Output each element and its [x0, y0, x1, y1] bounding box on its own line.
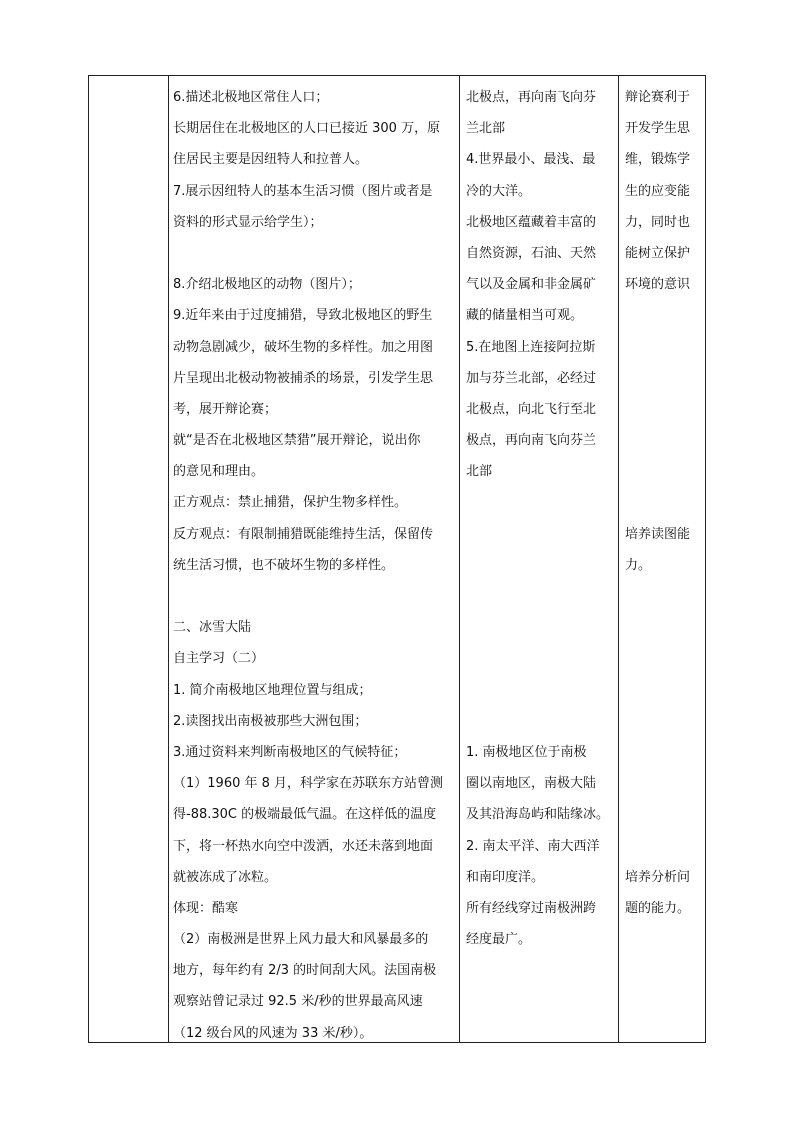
- col3-line: 和南印度洋。: [466, 869, 545, 885]
- col3-line: 北极地区蕴藏着丰富的: [466, 214, 597, 230]
- lesson-table: [88, 75, 706, 1043]
- col2-line: 就“是否在北极地区禁猎”展开辩论，说出你: [173, 433, 421, 449]
- col2-line: 7.展示因纽特人的基本生活习惯（图片或者是: [173, 183, 433, 199]
- col3-line: 自然资源，石油、天然: [466, 245, 597, 261]
- col3-line: 2. 南太平洋、南大西洋: [466, 838, 600, 854]
- student-answers-cell: [460, 76, 618, 1042]
- col2-line: 片呈现出北极动物被捕杀的场景，引发学生思: [173, 370, 434, 386]
- col3-line: 圈以南地区，南极大陆: [466, 776, 597, 792]
- col2-line: 反方观点：有限制捕猎既能维持生活，保留传: [173, 526, 434, 542]
- col3-line: 北极点，再向南飞向芬: [466, 90, 597, 105]
- col3-line: 极点，再向南飞向芬兰: [466, 433, 597, 449]
- col4-line: [625, 643, 705, 674]
- col2-line: 1. 简介南极地区地理位置与组成；: [173, 682, 372, 698]
- col4-line: [625, 612, 705, 643]
- col4-line: 辩论赛利于: [625, 90, 691, 105]
- col2-line: 体现：酷寒: [173, 900, 239, 916]
- col2-line: 统生活习惯，也不破坏生物的多样性。: [173, 557, 395, 573]
- col3-line: 兰北部: [466, 121, 506, 137]
- col2-line: （1）1960 年 8 月，科学家在苏联东方站曾测: [173, 776, 444, 792]
- col2-line: 的意见和理由。: [173, 464, 265, 480]
- col4-line: [625, 675, 705, 706]
- col4-line: 培养读图能: [625, 526, 691, 542]
- col3-line: 气以及金属和非金属矿: [466, 277, 597, 293]
- col2-line: （2）南极洲是世界上风力最大和风暴最多的: [173, 932, 429, 948]
- col4-line: [625, 799, 705, 830]
- col3-line: 所有经线穿过南极洲跨: [466, 900, 597, 916]
- col3-line: 4.世界最小、最浅、最: [466, 152, 596, 168]
- col4-line: [625, 487, 705, 518]
- col4-line: [625, 363, 705, 394]
- col2-line: [173, 238, 455, 269]
- col2-line: 3.通过资料来判断南极地区的气候特征；: [173, 744, 407, 760]
- col3-line: [466, 612, 614, 643]
- col2-line: 住居民主要是因纽特人和拉普人。: [173, 152, 369, 168]
- col4-line: 题的能力。: [625, 900, 691, 916]
- col2-line: （12 级台风的风速为 33 米/秒）。: [173, 1025, 373, 1041]
- col2-line: 长期居住在北极地区的人口已接近 300 万，原: [173, 121, 441, 137]
- col4-line: [625, 300, 705, 331]
- col3-line: [466, 581, 614, 612]
- col2-line: 下，将一杯热水向空中泼洒，水还未落到地面: [173, 838, 434, 854]
- col4-line: 维，锻炼学: [625, 152, 691, 168]
- col4-line: [625, 737, 705, 768]
- col2-line: 观察站曾记录过 92.5 米/秒的世界最高风速: [173, 994, 423, 1010]
- col4-line: 开发学生思: [625, 121, 691, 137]
- col4-line: [625, 456, 705, 487]
- col3-line: [466, 550, 614, 581]
- col4-line: 培养分析问: [625, 869, 691, 885]
- col2-line: 资料的形式显示给学生）；: [173, 214, 323, 230]
- teaching-activities-cell: [169, 76, 459, 1042]
- col4-line: [625, 425, 705, 456]
- col2-line: 6.描述北极地区常住人口；: [173, 90, 329, 105]
- col4-line: [625, 332, 705, 363]
- col4-line: 力，同时也: [625, 214, 691, 230]
- col3-line: 5.在地图上连接阿拉斯: [466, 339, 596, 355]
- col3-line: [466, 706, 614, 737]
- col2-line: 动物急剧减少，破坏生物的多样性。加之用图: [173, 339, 434, 355]
- col2-line: 得-88.30C 的极端最低气温。在这样低的温度: [173, 807, 437, 823]
- col2-line: 地方，每年约有 2/3 的时间刮大风。法国南极: [173, 963, 437, 979]
- col4-line: [625, 706, 705, 737]
- col3-line: 加与芬兰北部，必经过: [466, 370, 597, 386]
- col2-line: 正方观点：禁止捕猎，保护生物多样性。: [173, 495, 408, 511]
- col2-line: 自主学习（二）: [173, 651, 265, 667]
- col3-line: [466, 519, 614, 550]
- col2-line: [173, 581, 455, 612]
- col4-line: [625, 768, 705, 799]
- col3-line: 经度最广。: [466, 932, 532, 948]
- col4-line: 环境的意识: [625, 277, 691, 293]
- col2-line: 8.介绍北极地区的动物（图片）；: [173, 277, 361, 293]
- col3-line: 冷的大洋。: [466, 183, 532, 199]
- col4-line: 力。: [625, 557, 652, 573]
- col3-line: [466, 643, 614, 674]
- col3-line: 北部: [466, 464, 493, 480]
- col2-line: 就被冻成了冰粒。: [173, 869, 278, 885]
- col4-line: 生的应变能: [625, 183, 691, 199]
- col4-line: [625, 581, 705, 612]
- col3-line: [466, 487, 614, 518]
- design-intent-cell: [619, 76, 707, 1042]
- col3-line: 1. 南极地区位于南极: [466, 744, 587, 760]
- col2-line: 考，展开辩论赛；: [173, 401, 278, 417]
- col3-line: 北极点，向北飞行至北: [466, 401, 597, 417]
- col3-line: 及其沿海岛屿和陆缘冰。: [466, 807, 610, 823]
- col2-line: 二、冰雪大陆: [173, 620, 252, 636]
- col4-line: [625, 394, 705, 425]
- col3-line: [466, 675, 614, 706]
- col4-line: [625, 831, 705, 862]
- col2-line: 9.近年来由于过度捕猎，导致北极地区的野生: [173, 308, 433, 324]
- col3-line: 藏的储量相当可观。: [466, 308, 584, 324]
- col4-line: 能树立保护: [625, 245, 691, 261]
- col2-line: 2.读图找出南极被那些大洲包围；: [173, 713, 368, 729]
